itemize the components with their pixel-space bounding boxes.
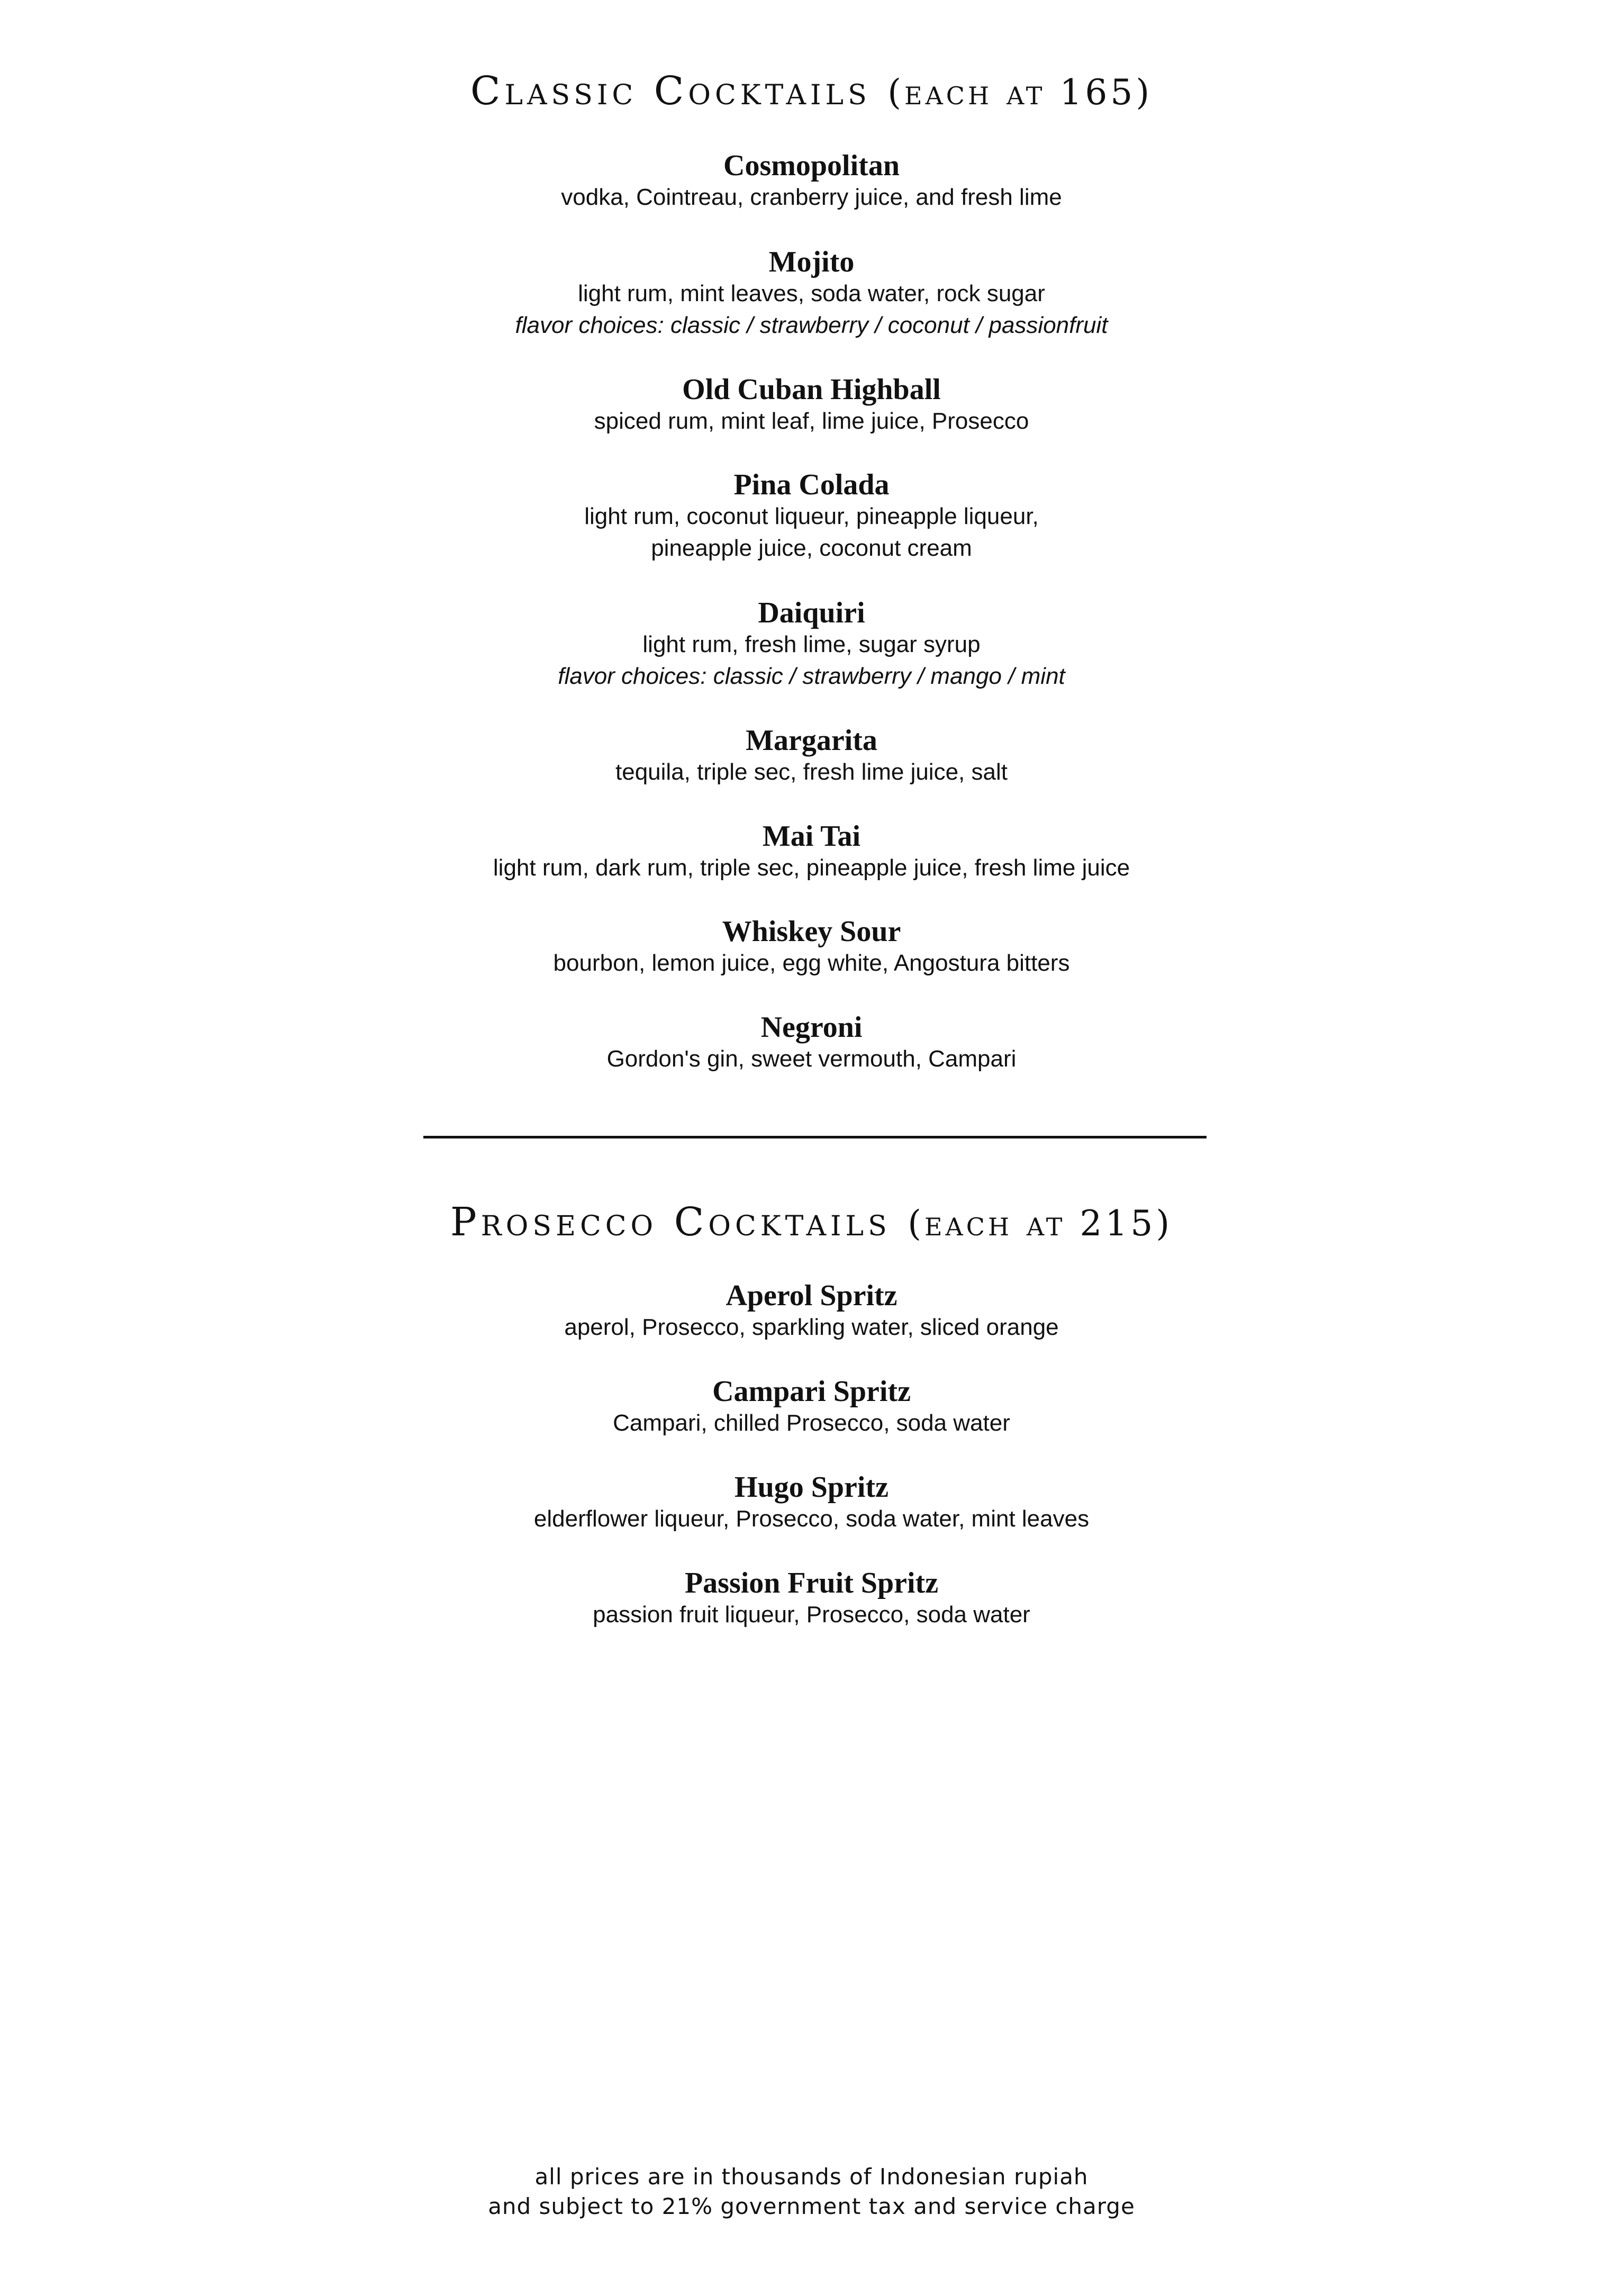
item-name: Pina Colada bbox=[733, 468, 890, 501]
item-name: Passion Fruit Spritz bbox=[684, 1567, 939, 1599]
item-flavor-choices: flavor choices: classic / strawberry / coconut / passionfruit bbox=[515, 312, 1108, 338]
item-name: Mai Tai bbox=[762, 820, 861, 853]
item-description: spiced rum, mint leaf, lime juice, Prosecco bbox=[594, 408, 1029, 434]
item-name: Aperol Spritz bbox=[726, 1279, 897, 1312]
item-description: passion fruit liqueur, Prosecco, soda water bbox=[593, 1602, 1030, 1628]
footer-note bbox=[0, 2162, 1623, 2221]
section-divider bbox=[423, 1136, 1207, 1138]
item-name: Whiskey Sour bbox=[722, 915, 901, 948]
prosecco-cocktails-heading: Prosecco Cocktails (each at 215) bbox=[450, 1199, 1173, 1245]
item-name: Daiquiri bbox=[758, 596, 865, 629]
item-name: Hugo Spritz bbox=[735, 1471, 888, 1504]
prosecco-cocktails-heading-block bbox=[0, 1199, 1623, 1245]
item-description-line2: pineapple juice, coconut cream bbox=[651, 535, 972, 561]
item-description: Gordon's gin, sweet vermouth, Campari bbox=[606, 1046, 1017, 1072]
menu-item bbox=[0, 597, 1623, 692]
prosecco-cocktails-price-note: (each at 215) bbox=[908, 1203, 1173, 1244]
item-description: light rum, mint leaves, soda water, rock sugar bbox=[578, 281, 1045, 306]
menu-item bbox=[0, 150, 1623, 213]
menu-item bbox=[0, 725, 1623, 788]
menu-item bbox=[0, 1376, 1623, 1439]
menu-item bbox=[0, 1567, 1623, 1631]
item-description: light rum, dark rum, triple sec, pineapple juice, fresh lime juice bbox=[493, 855, 1130, 881]
classic-cocktails-price-note: (each at 165) bbox=[887, 72, 1153, 113]
item-description: vodka, Cointreau, cranberry juice, and fresh lime bbox=[561, 184, 1062, 210]
footer-line-1: all prices are in thousands of Indonesian rupiah bbox=[534, 2164, 1089, 2190]
item-description: elderflower liqueur, Prosecco, soda water, mint leaves bbox=[533, 1506, 1090, 1532]
footer-line-2: and subject to 21% government tax and service charge bbox=[488, 2193, 1135, 2219]
item-description: aperol, Prosecco, sparkling water, sliced orange bbox=[564, 1314, 1059, 1340]
item-name: Campari Spritz bbox=[712, 1375, 911, 1408]
item-description: Campari, chilled Prosecco, soda water bbox=[613, 1410, 1010, 1436]
item-description: light rum, coconut liqueur, pineapple liqueur, bbox=[584, 503, 1039, 529]
menu-item bbox=[0, 1011, 1623, 1075]
menu-item bbox=[0, 820, 1623, 884]
item-description: tequila, triple sec, fresh lime juice, salt bbox=[615, 759, 1008, 785]
classic-cocktails-heading: Classic Cocktails (each at 165) bbox=[470, 68, 1153, 114]
menu-item bbox=[0, 1471, 1623, 1535]
item-name: Old Cuban Highball bbox=[682, 373, 941, 406]
item-description: light rum, fresh lime, sugar syrup bbox=[642, 631, 981, 657]
item-name: Negroni bbox=[760, 1011, 863, 1044]
item-description: bourbon, lemon juice, egg white, Angostura bitters bbox=[553, 950, 1070, 976]
menu-item bbox=[0, 916, 1623, 979]
menu-item bbox=[0, 374, 1623, 437]
menu-item bbox=[0, 246, 1623, 341]
menu-item bbox=[0, 469, 1623, 564]
item-name: Mojito bbox=[768, 246, 855, 278]
menu-item bbox=[0, 1280, 1623, 1343]
item-flavor-choices: flavor choices: classic / strawberry / mango / mint bbox=[558, 663, 1065, 689]
item-name: Margarita bbox=[746, 724, 877, 757]
classic-cocktails-heading-block bbox=[0, 68, 1623, 114]
item-name: Cosmopolitan bbox=[723, 149, 900, 182]
